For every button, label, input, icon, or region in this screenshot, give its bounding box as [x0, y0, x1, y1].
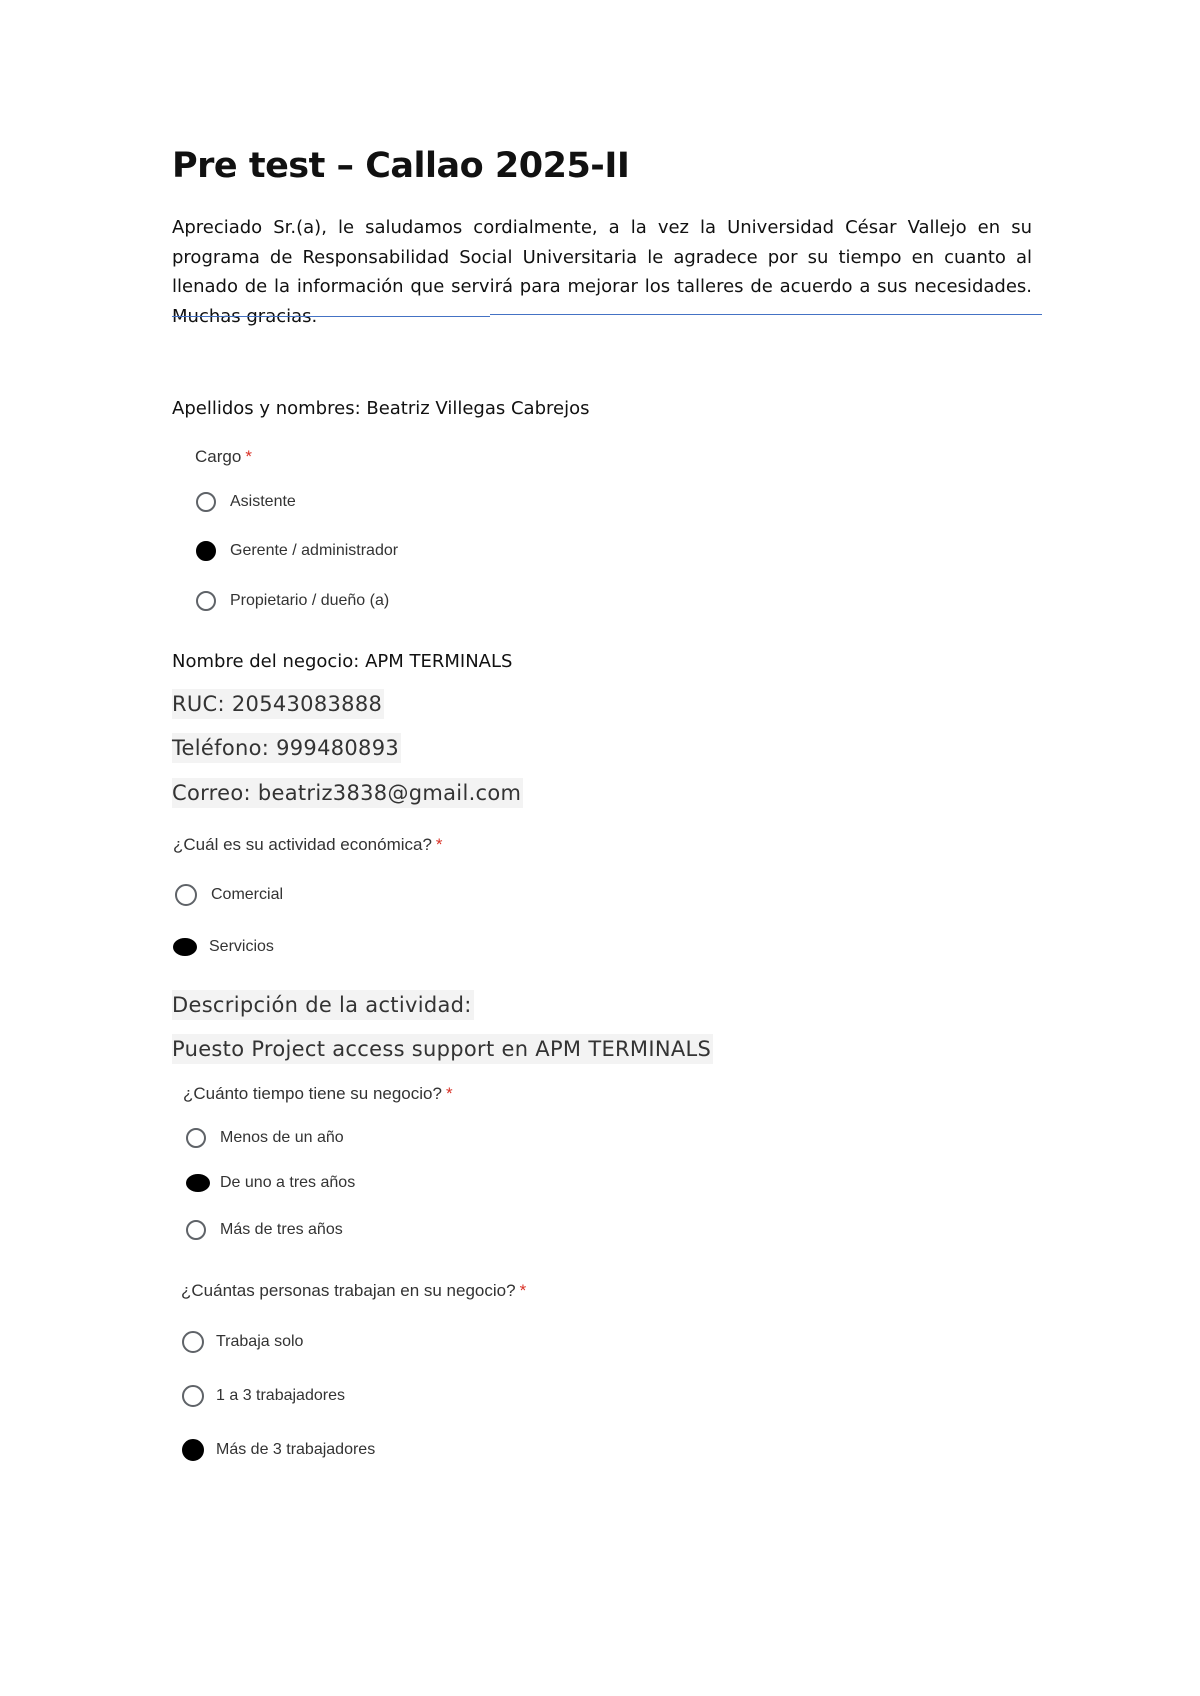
option-label: Más de tres años: [220, 1221, 343, 1238]
radio-checked-icon[interactable]: [173, 938, 197, 956]
option-personas-1-3[interactable]: [182, 1385, 345, 1407]
question-cargo-text: Cargo: [195, 447, 242, 466]
option-tiempo-mas[interactable]: [186, 1220, 343, 1240]
question-cargo-label: [195, 447, 252, 467]
field-correo: Correo: beatriz3838@gmail.com: [172, 778, 523, 808]
radio-unchecked-icon[interactable]: [182, 1331, 204, 1353]
radio-checked-icon[interactable]: [196, 541, 216, 561]
option-label: Menos de un año: [220, 1129, 344, 1146]
radio-checked-icon[interactable]: [182, 1439, 204, 1461]
underline-left: [172, 316, 490, 317]
option-cargo-propietario[interactable]: [196, 591, 389, 611]
option-personas-solo[interactable]: [182, 1331, 303, 1353]
required-asterisk: *: [445, 1084, 453, 1103]
option-actividad-comercial[interactable]: [175, 884, 283, 906]
option-label: Comercial: [211, 886, 284, 903]
field-descripcion-label: Descripción de la actividad:: [172, 990, 474, 1020]
page-title: Pre test – Callao 2025-II: [172, 146, 630, 186]
option-tiempo-menos[interactable]: [186, 1128, 344, 1148]
question-personas-label: [181, 1281, 526, 1301]
question-tiempo-label: [183, 1084, 453, 1104]
option-cargo-gerente[interactable]: [196, 541, 398, 561]
radio-unchecked-icon[interactable]: [182, 1385, 204, 1407]
option-label: Propietario / dueño (a): [230, 592, 390, 609]
question-tiempo-text: ¿Cuánto tiempo tiene su negocio?: [183, 1084, 442, 1103]
radio-unchecked-icon[interactable]: [196, 492, 216, 512]
option-label: Trabaja solo: [216, 1333, 304, 1350]
option-label: De uno a tres años: [220, 1174, 356, 1191]
intro-text: Apreciado Sr.(a), le saludamos cordialmente, a la vez la Universidad César Vallejo en su programa de Responsabilidad Social Universitaria le agradece por su tiempo en cuanto al llenado de la información que servirá para mejorar los talleres de acuerdo a sus necesidades.: [172, 217, 1032, 297]
required-asterisk: *: [519, 1281, 527, 1300]
required-asterisk: *: [245, 447, 252, 466]
radio-unchecked-icon[interactable]: [175, 884, 197, 906]
field-ruc: RUC: 20543083888: [172, 689, 384, 719]
field-negocio: Nombre del negocio: APM TERMINALS: [172, 651, 513, 672]
field-telefono: Teléfono: 999480893: [172, 733, 401, 763]
option-label: Más de 3 trabajadores: [216, 1441, 376, 1458]
option-label: Servicios: [209, 938, 274, 955]
underline-right: [490, 314, 1042, 315]
option-label: Asistente: [230, 493, 296, 510]
required-asterisk: *: [435, 835, 443, 854]
question-personas-text: ¿Cuántas personas trabajan en su negocio?: [181, 1281, 516, 1300]
radio-unchecked-icon[interactable]: [196, 591, 216, 611]
intro-closing: Muchas gracias.: [172, 305, 318, 327]
question-actividad-text: ¿Cuál es su actividad económica?: [173, 835, 432, 854]
radio-unchecked-icon[interactable]: [186, 1128, 206, 1148]
option-tiempo-uno-tres[interactable]: [186, 1174, 355, 1192]
option-label: 1 a 3 trabajadores: [216, 1387, 345, 1404]
option-cargo-asistente[interactable]: [196, 492, 296, 512]
option-actividad-servicios[interactable]: [173, 938, 274, 956]
radio-checked-icon[interactable]: [186, 1174, 210, 1192]
field-nombres: Apellidos y nombres: Beatriz Villegas Cabrejos: [172, 398, 590, 419]
option-personas-mas-3[interactable]: [182, 1439, 375, 1461]
radio-unchecked-icon[interactable]: [186, 1220, 206, 1240]
question-actividad-label: [173, 835, 443, 855]
field-descripcion-value: Puesto Project access support en APM TERMINALS: [172, 1034, 713, 1064]
option-label: Gerente / administrador: [230, 542, 399, 559]
